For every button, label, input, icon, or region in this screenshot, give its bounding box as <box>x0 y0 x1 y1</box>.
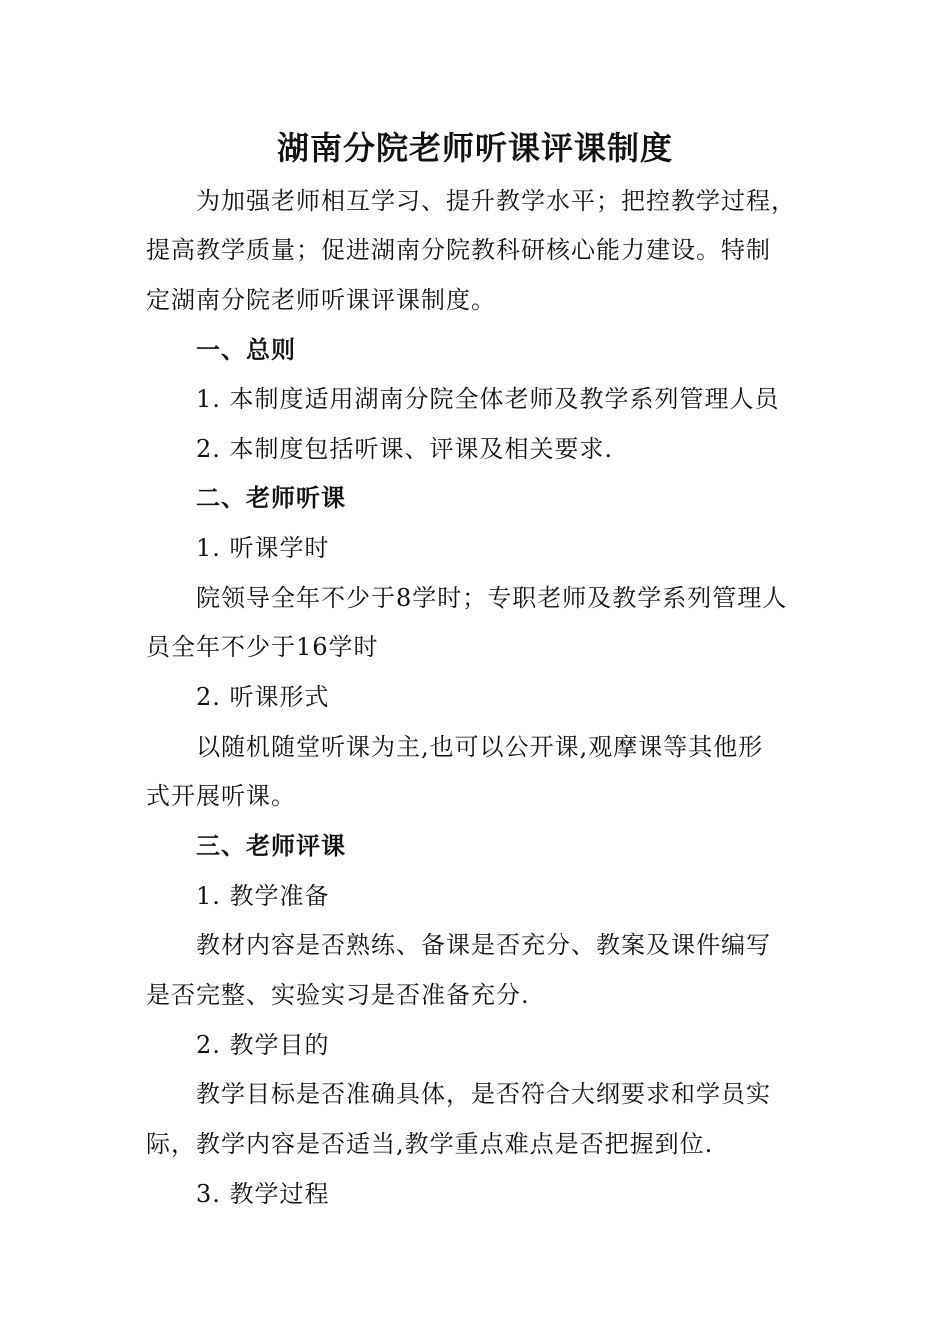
section-3-sub-2-line-1: 教学目标是否准确具体，是否符合大纲要求和学员实 <box>196 1080 771 1108</box>
intro-line-2: 提高教学质量；促进湖南分院教科研核心能力建设。特制 <box>146 236 771 264</box>
section-3-sub-3-title: 3. 教学过程 <box>196 1180 330 1208</box>
section-1-item-2: 2. 本制度包括听课、评课及相关要求. <box>196 435 614 463</box>
section-3-sub-1-title: 1. 教学准备 <box>196 882 330 910</box>
section-3-sub-2-line-2: 际，教学内容是否适当,教学重点难点是否把握到位. <box>146 1130 714 1158</box>
section-2-sub-1-line-1: 院领导全年不少于8学时；专职老师及教学系列管理人 <box>196 584 788 612</box>
section-2-heading: 二、老师听课 <box>196 484 346 512</box>
section-2-sub-2-line-1: 以随机随堂听课为主,也可以公开课,观摩课等其他形 <box>196 733 764 761</box>
section-2-sub-1-line-2: 员全年不少于16学时 <box>146 633 379 661</box>
document-title: 湖南分院老师听课评课制度 <box>276 129 673 167</box>
intro-line-1: 为加强老师相互学习、提升教学水平；把控教学过程， <box>196 187 796 215</box>
section-2-sub-2-title: 2. 听课形式 <box>196 683 330 711</box>
section-3-sub-1-line-1: 教材内容是否熟练、备课是否充分、教案及课件编写 <box>196 931 771 959</box>
section-3-sub-1-line-2: 是否完整、实验实习是否准备充分. <box>146 981 530 1009</box>
intro-line-3: 定湖南分院老师听课评课制度。 <box>146 286 496 314</box>
section-2-sub-2-line-2: 式开展听课。 <box>146 782 296 810</box>
section-3-heading: 三、老师评课 <box>196 832 346 860</box>
section-1-item-1: 1. 本制度适用湖南分院全体老师及教学系列管理人员 <box>196 385 780 413</box>
section-2-sub-1-title: 1. 听课学时 <box>196 534 330 562</box>
section-1-heading: 一、总则 <box>196 336 296 364</box>
section-3-sub-2-title: 2. 教学目的 <box>196 1031 330 1059</box>
